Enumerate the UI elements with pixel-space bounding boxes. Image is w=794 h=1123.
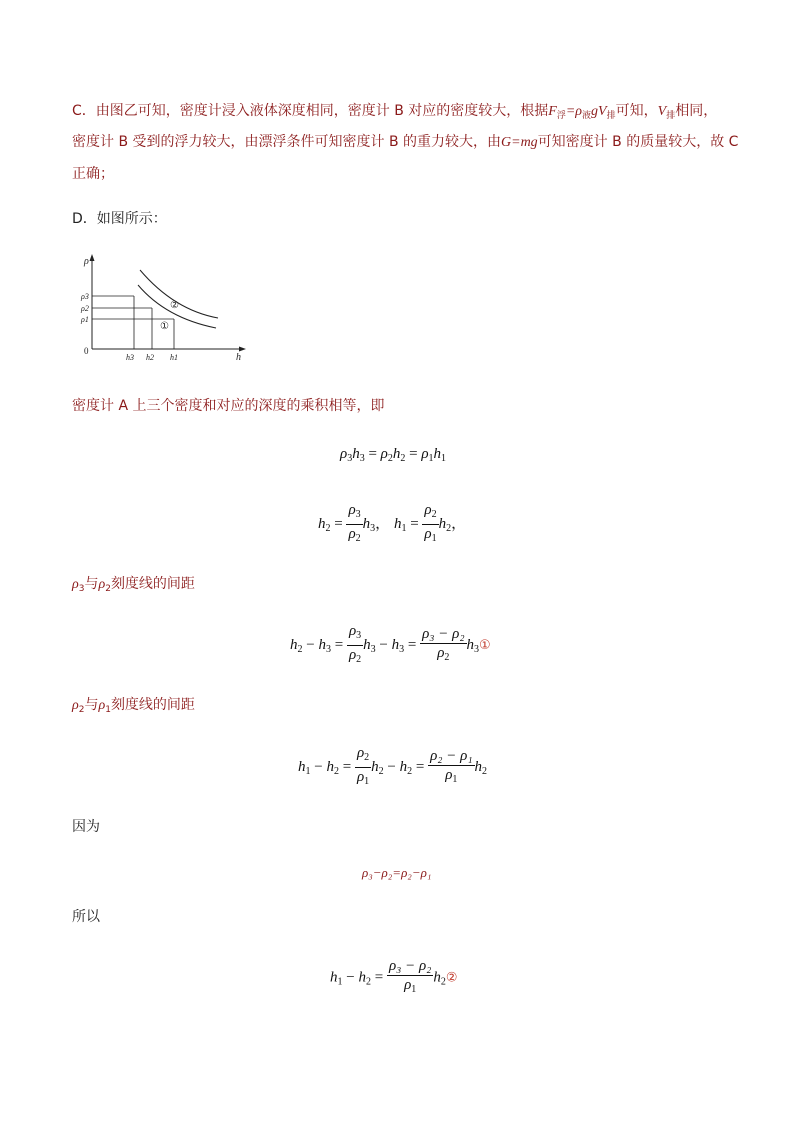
y-tick-rho2: ρ2 [81, 304, 89, 313]
x-axis-arrow-icon [239, 347, 246, 352]
curve-1-label: ① [160, 321, 169, 332]
y-tick-rho1: ρ1 [81, 315, 89, 324]
ratio-rho3-rho2: $\frac{\rho_3}{\rho_2}$ [348, 502, 361, 544]
equation-equal-differences: ρ₃−ρ₂=ρ₂−ρ₁ [362, 865, 432, 880]
c-text-part3: 相同， [675, 103, 718, 119]
statement-a: 密度计 A 上三个密度和对应的深度的乘积相等，即 [72, 398, 385, 414]
density-depth-diagram [76, 250, 256, 368]
v-subscript: 排 [606, 111, 616, 121]
equation-gap-2: $h_1 - h_2$ = $\frac{\rho_2}{\rho_1}$ $h_2 - h_2$ = $\frac{\text{ρ₂ − ρ₁}}{\rho_1}$ $h_2$ [298, 745, 488, 787]
formula-gv: gV [591, 104, 607, 119]
x-axis-label: h [236, 352, 241, 363]
y-axis-label: ρ [84, 256, 89, 267]
equation-gap-1: $h_2 - h_3$ = $\frac{\rho_3}{\rho_2}$ $h_3 - h_3$ = $\frac{\text{ρ₃ − ρ₂}}{\rho_2}$ $h_3①$ [290, 623, 491, 665]
c-line2-post: 可知密度计 B 的质量较大，故 C [537, 134, 739, 150]
formula-equals-rho: =ρ [565, 104, 583, 119]
therefore-label: 所以 [72, 909, 100, 925]
paragraph-c-line3: 正确； [72, 166, 114, 182]
ratio-rho2-rho1: $\frac{\rho_2}{\rho_1}$ [424, 502, 437, 544]
x-tick-h3: h3 [126, 353, 134, 362]
curve-2-label: ② [170, 300, 179, 311]
v-symbol-subscript: 排 [666, 111, 676, 121]
paragraph-d-label: D．如图所示： [72, 211, 167, 227]
equation-h-ratios: $h_2$ = $\frac{\rho_3}{\rho_2}$ $h_3$， $h_1$ = $\frac{\rho_2}{\rho_1}$ $h_2$， [318, 501, 466, 548]
y-axis-arrow-icon [90, 254, 95, 261]
equation-gap-2-rewritten: $h_1 - h_2$ = $\frac{\text{ρ₃ − ρ₂}}{\rho_1}$ $h_2②$ [330, 958, 458, 995]
buoyancy-symbol: F [548, 104, 557, 119]
weight-formula: G=mg [501, 135, 538, 150]
c-line2-pre: 密度计 B 受到的浮力较大，由漂浮条件可知密度计 B 的重力较大，由 [72, 134, 502, 150]
y-tick-rho3: ρ3 [81, 292, 89, 301]
c-text-part2: 可知， [615, 103, 658, 119]
v-symbol: V [657, 104, 667, 119]
c-text-part1: C．由图乙可知，密度计浸入液体深度相同，密度计 B 对应的密度较大，根据 [72, 103, 549, 119]
paragraph-c-line1 [72, 101, 717, 126]
marker-1: ① [479, 637, 491, 653]
paragraph-c-line2 [72, 132, 738, 153]
x-tick-h2: h2 [146, 353, 154, 362]
gap1-title: $\rho_3$与$\rho_2$刻度线的间距 [72, 576, 195, 594]
buoyancy-subscript: 浮 [556, 111, 566, 121]
gap2-title: $\rho_2$与$\rho_1$刻度线的间距 [72, 697, 195, 715]
rho-subscript: 液 [582, 111, 592, 121]
equation-product-equal: $\rho_3h_3 = \rho_2h_2 = \rho_1h_1$ [340, 446, 447, 464]
because-label: 因为 [72, 819, 100, 835]
marker-2: ② [445, 970, 458, 986]
origin-label: 0 [84, 346, 89, 356]
x-tick-h1: h1 [170, 353, 178, 362]
